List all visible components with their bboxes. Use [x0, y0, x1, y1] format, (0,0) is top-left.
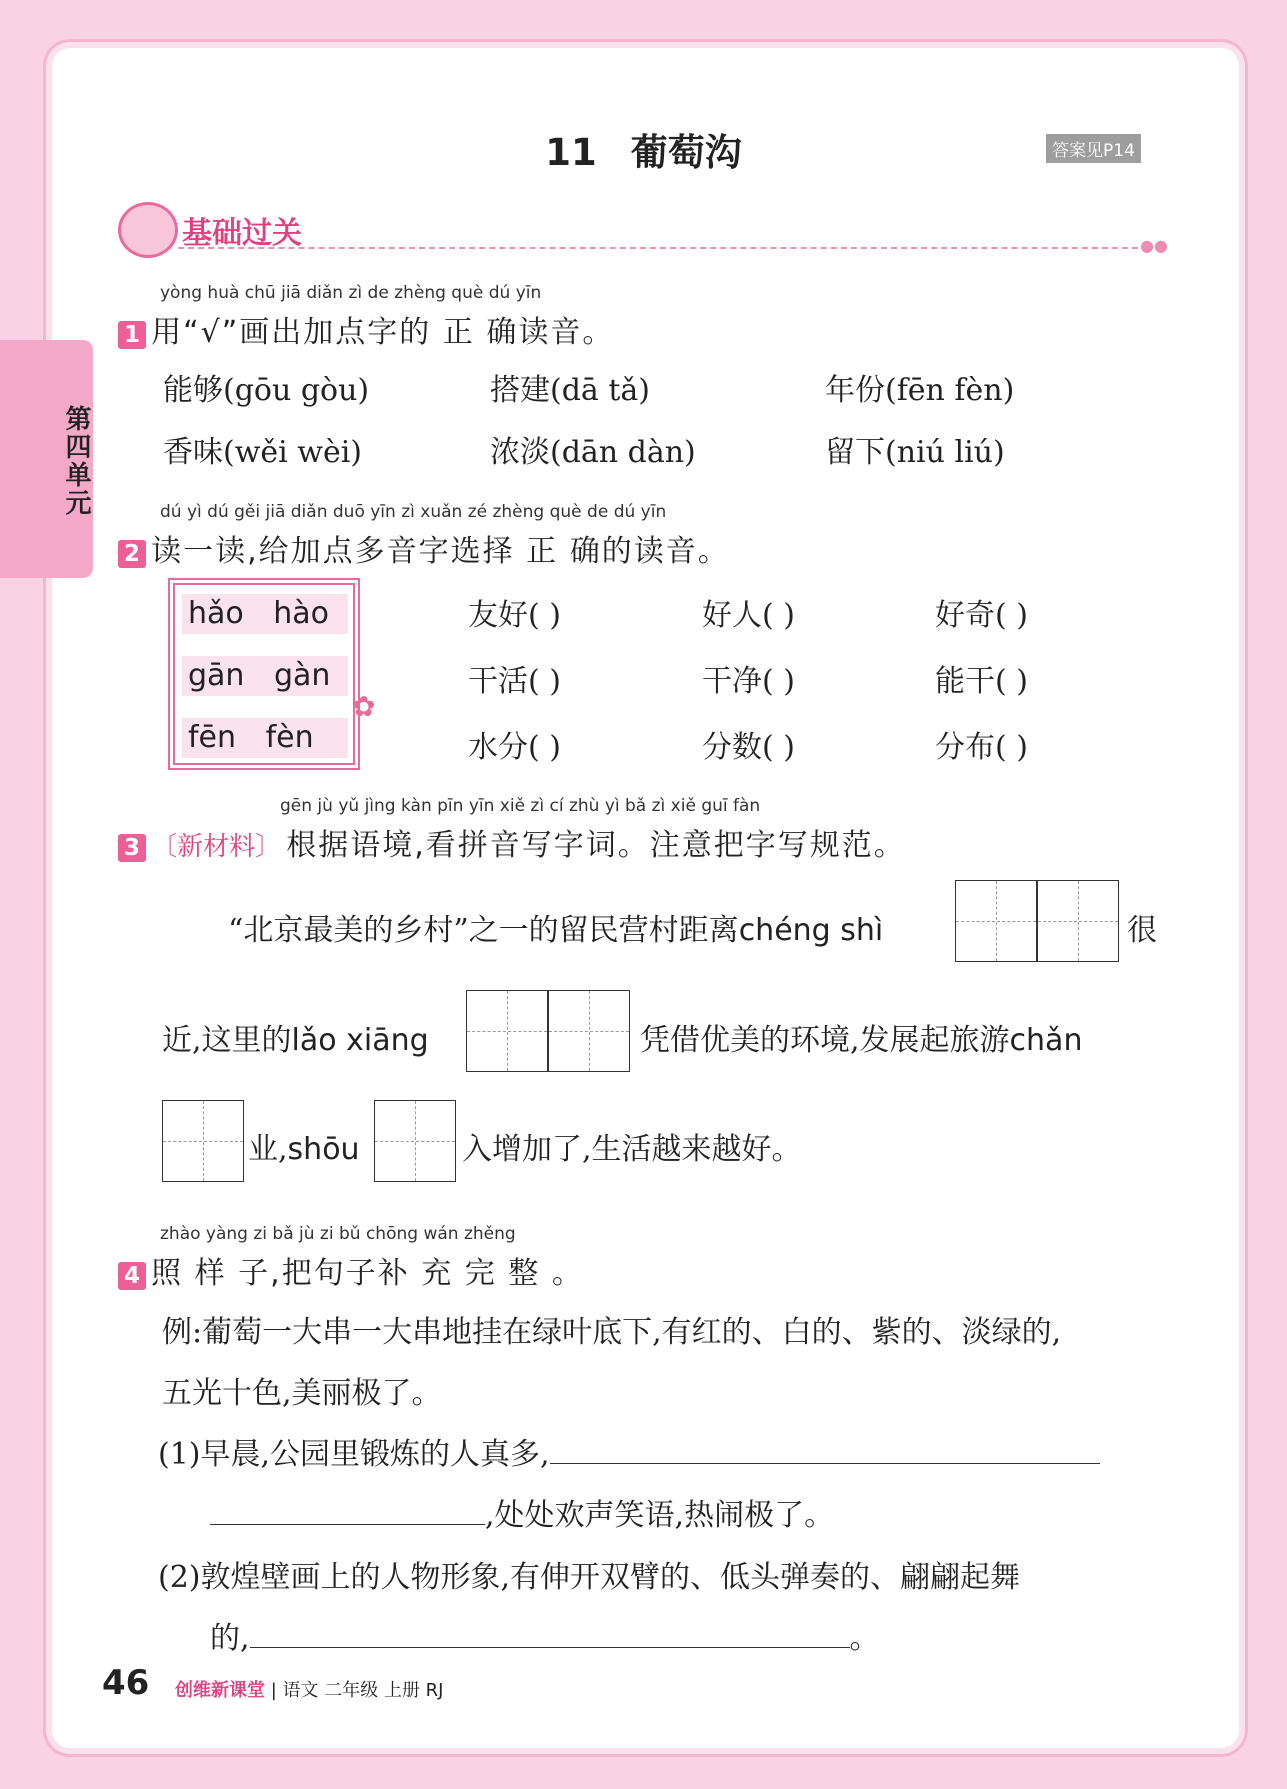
q1-row-1-item-3: 年份(fēn fèn)	[825, 373, 1015, 408]
q1-row-2-item-3: 留下(niú liú)	[825, 435, 1005, 470]
example-line-1: 例:葡萄一大串一大串地挂在绿叶底下,有红的、白的、紫的、淡绿的,	[162, 1315, 1062, 1350]
pinyin-pair: fēn fèn	[182, 718, 348, 758]
q3-line-2b	[640, 1015, 1082, 1059]
lesson-name: 葡萄沟	[630, 131, 742, 174]
q2-row-3-item-2[interactable]: 分数( )	[702, 730, 795, 765]
answer-line[interactable]	[550, 1463, 1100, 1464]
writing-grid-group	[374, 1100, 456, 1186]
passage-text: 近,这里的	[162, 1023, 292, 1058]
question-1	[118, 307, 614, 351]
dots-icon: ●●	[1140, 236, 1168, 255]
item-text: (1)早晨,公园里锻炼的人真多,	[158, 1437, 550, 1472]
passage-text: 凭借优美的环境,发展起旅游	[640, 1023, 1010, 1058]
new-material-tag: 〔新材料〕	[151, 832, 282, 862]
q2-row-2-item-3[interactable]: 能干( )	[935, 664, 1028, 699]
answer-line[interactable]	[250, 1647, 850, 1648]
writing-grid-group	[162, 1100, 244, 1186]
pinyin-pair: gān gàn	[182, 656, 348, 696]
footer-brand: 创维新课堂 | 语文 二年级 上册 RJ	[175, 1680, 444, 1701]
answer-reference-badge: 答案见P14	[1046, 134, 1141, 163]
q3-pinyin: gēn jù yǔ jìng kàn pīn yīn xiě zì cí zhù yì bǎ zì xiě guī fàn	[280, 796, 761, 816]
lesson-number: 11	[545, 131, 597, 174]
writing-box[interactable]	[162, 1100, 244, 1182]
item-2-line-1: (2)敦煌壁画上的人物形象,有伸开双臂的、低头弹奏的、翩翩起舞	[158, 1560, 1021, 1595]
book-meta: 语文 二年级 上册 RJ	[282, 1680, 444, 1701]
passage-text: “北京最美的乡村”之一的留民营村距离	[228, 913, 739, 948]
question-number: 3	[118, 834, 146, 862]
question-2	[118, 526, 730, 570]
writing-grid-group	[955, 880, 1119, 966]
q4-pinyin: zhào yàng zi bǎ jù zi bǔ chōng wán zhěng	[160, 1224, 516, 1244]
q2-row-2-item-1[interactable]: 干活( )	[468, 664, 561, 699]
writing-grid-group	[466, 990, 630, 1076]
question-number: 2	[118, 540, 146, 568]
pinyin-prompt: lǎo xiāng	[291, 1023, 429, 1058]
page-number: 46	[102, 1663, 150, 1703]
question-3	[118, 820, 906, 864]
writing-box[interactable]	[374, 1100, 456, 1182]
pinyin-prompt: chéng shì	[738, 913, 884, 948]
question-4	[118, 1248, 584, 1292]
q1-row-1-item-2: 搭建(dā tǎ)	[490, 373, 650, 408]
question-text: 用“√”画出加点字的 正 确读音。	[151, 315, 615, 350]
flower-icon: ✿	[352, 690, 376, 723]
writing-box[interactable]	[466, 990, 548, 1072]
question-text: 读一读,给加点多音字选择 正 确的读音。	[151, 534, 730, 569]
q2-row-3-item-3[interactable]: 分布( )	[935, 730, 1028, 765]
section-label: 基础过关	[182, 216, 302, 251]
q1-pinyin: yòng huà chū jiā diǎn zì de zhèng què dú yīn	[160, 283, 542, 303]
q2-row-2-item-2[interactable]: 干净( )	[702, 664, 795, 699]
question-number: 4	[118, 1262, 146, 1290]
girl-avatar-icon	[118, 202, 178, 258]
pinyin-choice-box	[168, 578, 360, 770]
brand-name: 创维新课堂	[175, 1680, 265, 1701]
q2-pinyin: dú yì dú gěi jiā diǎn duō yīn zì xuǎn zé zhèng què de dú yīn	[160, 502, 667, 522]
passage-text: 业,	[248, 1132, 288, 1167]
example-line-2: 五光十色,美丽极了。	[162, 1376, 442, 1411]
q3-line-3	[248, 1124, 360, 1168]
q2-row-3-item-1[interactable]: 水分( )	[468, 730, 561, 765]
writing-box[interactable]	[1037, 880, 1119, 962]
q3-line-1	[228, 905, 883, 949]
writing-box[interactable]	[548, 990, 630, 1072]
pinyin-pair: hǎo hào	[182, 594, 348, 634]
unit-label: 第四单元	[61, 405, 91, 517]
q2-row-1-item-1[interactable]: 友好( )	[468, 598, 561, 633]
pinyin-prompt: shōu	[287, 1132, 360, 1167]
question-number: 1	[118, 321, 146, 349]
question-text: 照 样 子,把句子补 充 完 整 。	[151, 1256, 584, 1291]
question-text: 根据语境,看拼音写字词。注意把字写规范。	[286, 828, 906, 863]
item-2-line-2	[210, 1613, 880, 1657]
q2-row-1-item-2[interactable]: 好人( )	[702, 598, 795, 633]
item-text: 。	[849, 1621, 880, 1656]
passage-text: 入增加了,生活越来越好。	[462, 1132, 802, 1167]
q1-row-2-item-1: 香味(wěi wèi)	[163, 435, 362, 470]
pinyin-prompt: chǎn	[1009, 1023, 1083, 1058]
item-1-line-2	[210, 1490, 834, 1534]
q3-line-2	[162, 1015, 429, 1059]
item-text: ,处处欢声笑语,热闹极了。	[485, 1498, 835, 1533]
item-1-line-1	[158, 1429, 1100, 1473]
writing-box[interactable]	[955, 880, 1037, 962]
item-text: 的,	[210, 1621, 250, 1656]
answer-line[interactable]	[210, 1524, 485, 1525]
q1-row-2-item-2: 浓淡(dān dàn)	[490, 435, 696, 470]
section-divider	[178, 247, 1138, 249]
q1-row-1-item-1: 能够(gōu gòu)	[163, 373, 370, 408]
passage-text: 很	[1127, 913, 1157, 948]
q2-row-1-item-3[interactable]: 好奇( )	[935, 598, 1028, 633]
